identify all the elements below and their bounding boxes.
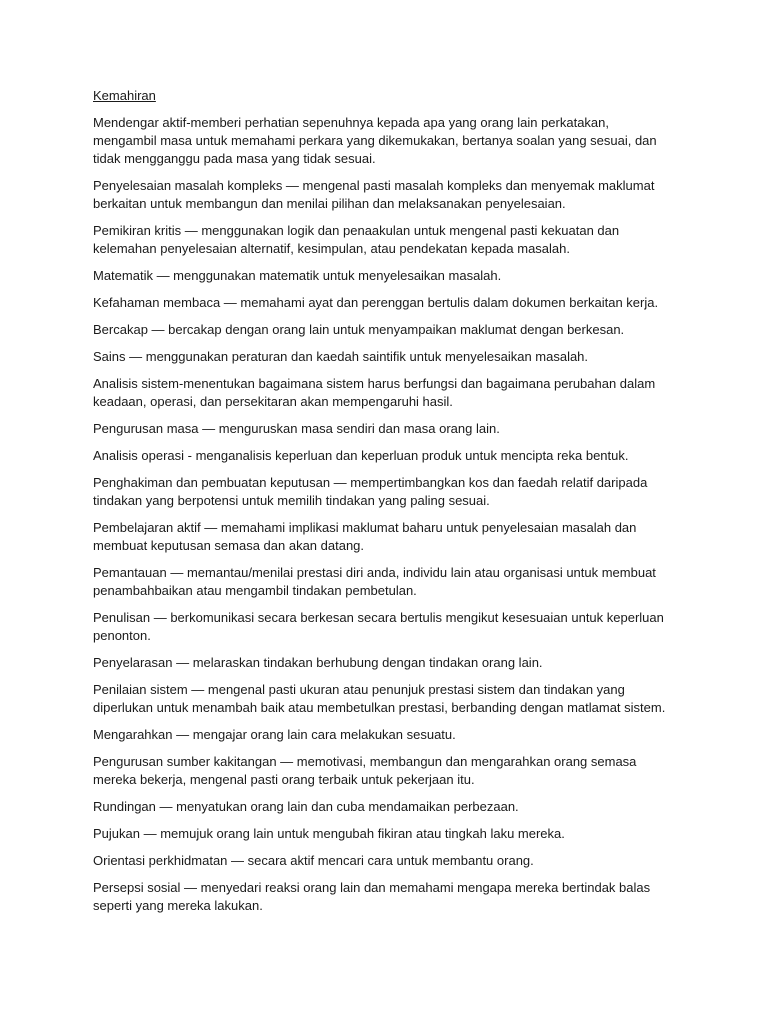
skill-paragraph: Penghakiman dan pembuatan keputusan — mempertimbangkan kos dan faedah relatif daripada tindakan yang berpotensi untuk memilih tindakan yang paling sesuai. — [93, 475, 648, 508]
skill-paragraph: Matematik — menggunakan matematik untuk menyelesaikan masalah. — [93, 268, 502, 283]
skill-paragraph: Penulisan — berkomunikasi secara berkesan secara bertulis mengikut kesesuaian untuk keperluan penonton. — [93, 610, 664, 643]
skill-paragraph: Penilaian sistem — mengenal pasti ukuran atau penunjuk prestasi sistem dan tindakan yang diperlukan untuk menambah baik atau membetulkan prestasi, berbanding dengan matlamat sistem. — [93, 682, 666, 715]
skill-paragraph: Bercakap — bercakap dengan orang lain untuk menyampaikan maklumat dengan berkesan. — [93, 322, 625, 337]
skill-paragraph: Mendengar aktif-memberi perhatian sepenuhnya kepada apa yang orang lain perkatakan, mengambil masa untuk memahami perkara yang dikemukakan, bertanya soalan yang sesuai, dan tidak mengganggu pada masa yang tidak sesuai. — [93, 115, 657, 166]
skill-paragraph: Pembelajaran aktif — memahami implikasi maklumat baharu untuk penyelesaian masalah dan membuat keputusan semasa dan akan datang. — [93, 520, 637, 553]
skill-paragraph: Orientasi perkhidmatan — secara aktif mencari cara untuk membantu orang. — [93, 853, 534, 868]
skill-paragraph: Persepsi sosial — menyedari reaksi orang lain dan memahami mengapa mereka bertindak balas seperti yang mereka lakukan. — [93, 880, 651, 913]
skill-paragraph: Pengurusan sumber kakitangan — memotivasi, membangun dan mengarahkan orang semasa mereka bekerja, mengenal pasti orang terbaik untuk pekerjaan itu. — [93, 754, 637, 787]
skill-paragraph: Analisis sistem-menentukan bagaimana sistem harus berfungsi dan bagaimana perubahan dalam keadaan, operasi, dan persekitaran akan mempengaruhi hasil. — [93, 376, 656, 409]
document-page — [93, 87, 673, 924]
skill-paragraph: Pemikiran kritis — menggunakan logik dan penaakulan untuk mengenal pasti kekuatan dan kelemahan penyelesaian alternatif, kesimpulan, atau pendekatan kepada masalah. — [93, 223, 620, 256]
skill-paragraph: Pujukan — memujuk orang lain untuk mengubah fikiran atau tingkah laku mereka. — [93, 826, 565, 841]
skill-paragraph: Sains — menggunakan peraturan dan kaedah saintifik untuk menyelesaikan masalah. — [93, 349, 589, 364]
skill-paragraph: Pengurusan masa — menguruskan masa sendiri dan masa orang lain. — [93, 421, 500, 436]
skill-paragraph: Pemantauan — memantau/menilai prestasi diri anda, individu lain atau organisasi untuk membuat penambahbaikan atau mengambil tindakan pembetulan. — [93, 565, 656, 598]
skill-paragraph: Penyelarasan — melaraskan tindakan berhubung dengan tindakan orang lain. — [93, 655, 543, 670]
page-heading: Kemahiran — [93, 88, 156, 103]
skill-paragraph: Analisis operasi - menganalisis keperluan dan keperluan produk untuk mencipta reka bentuk. — [93, 448, 629, 463]
skill-paragraph: Mengarahkan — mengajar orang lain cara melakukan sesuatu. — [93, 727, 456, 742]
skill-paragraph: Penyelesaian masalah kompleks — mengenal pasti masalah kompleks dan menyemak maklumat berkaitan untuk membangun dan menilai pilihan dan melaksanakan penyelesaian. — [93, 178, 655, 211]
skill-paragraph: Rundingan — menyatukan orang lain dan cuba mendamaikan perbezaan. — [93, 799, 519, 814]
skill-paragraph: Kefahaman membaca — memahami ayat dan perenggan bertulis dalam dokumen berkaitan kerja. — [93, 295, 659, 310]
